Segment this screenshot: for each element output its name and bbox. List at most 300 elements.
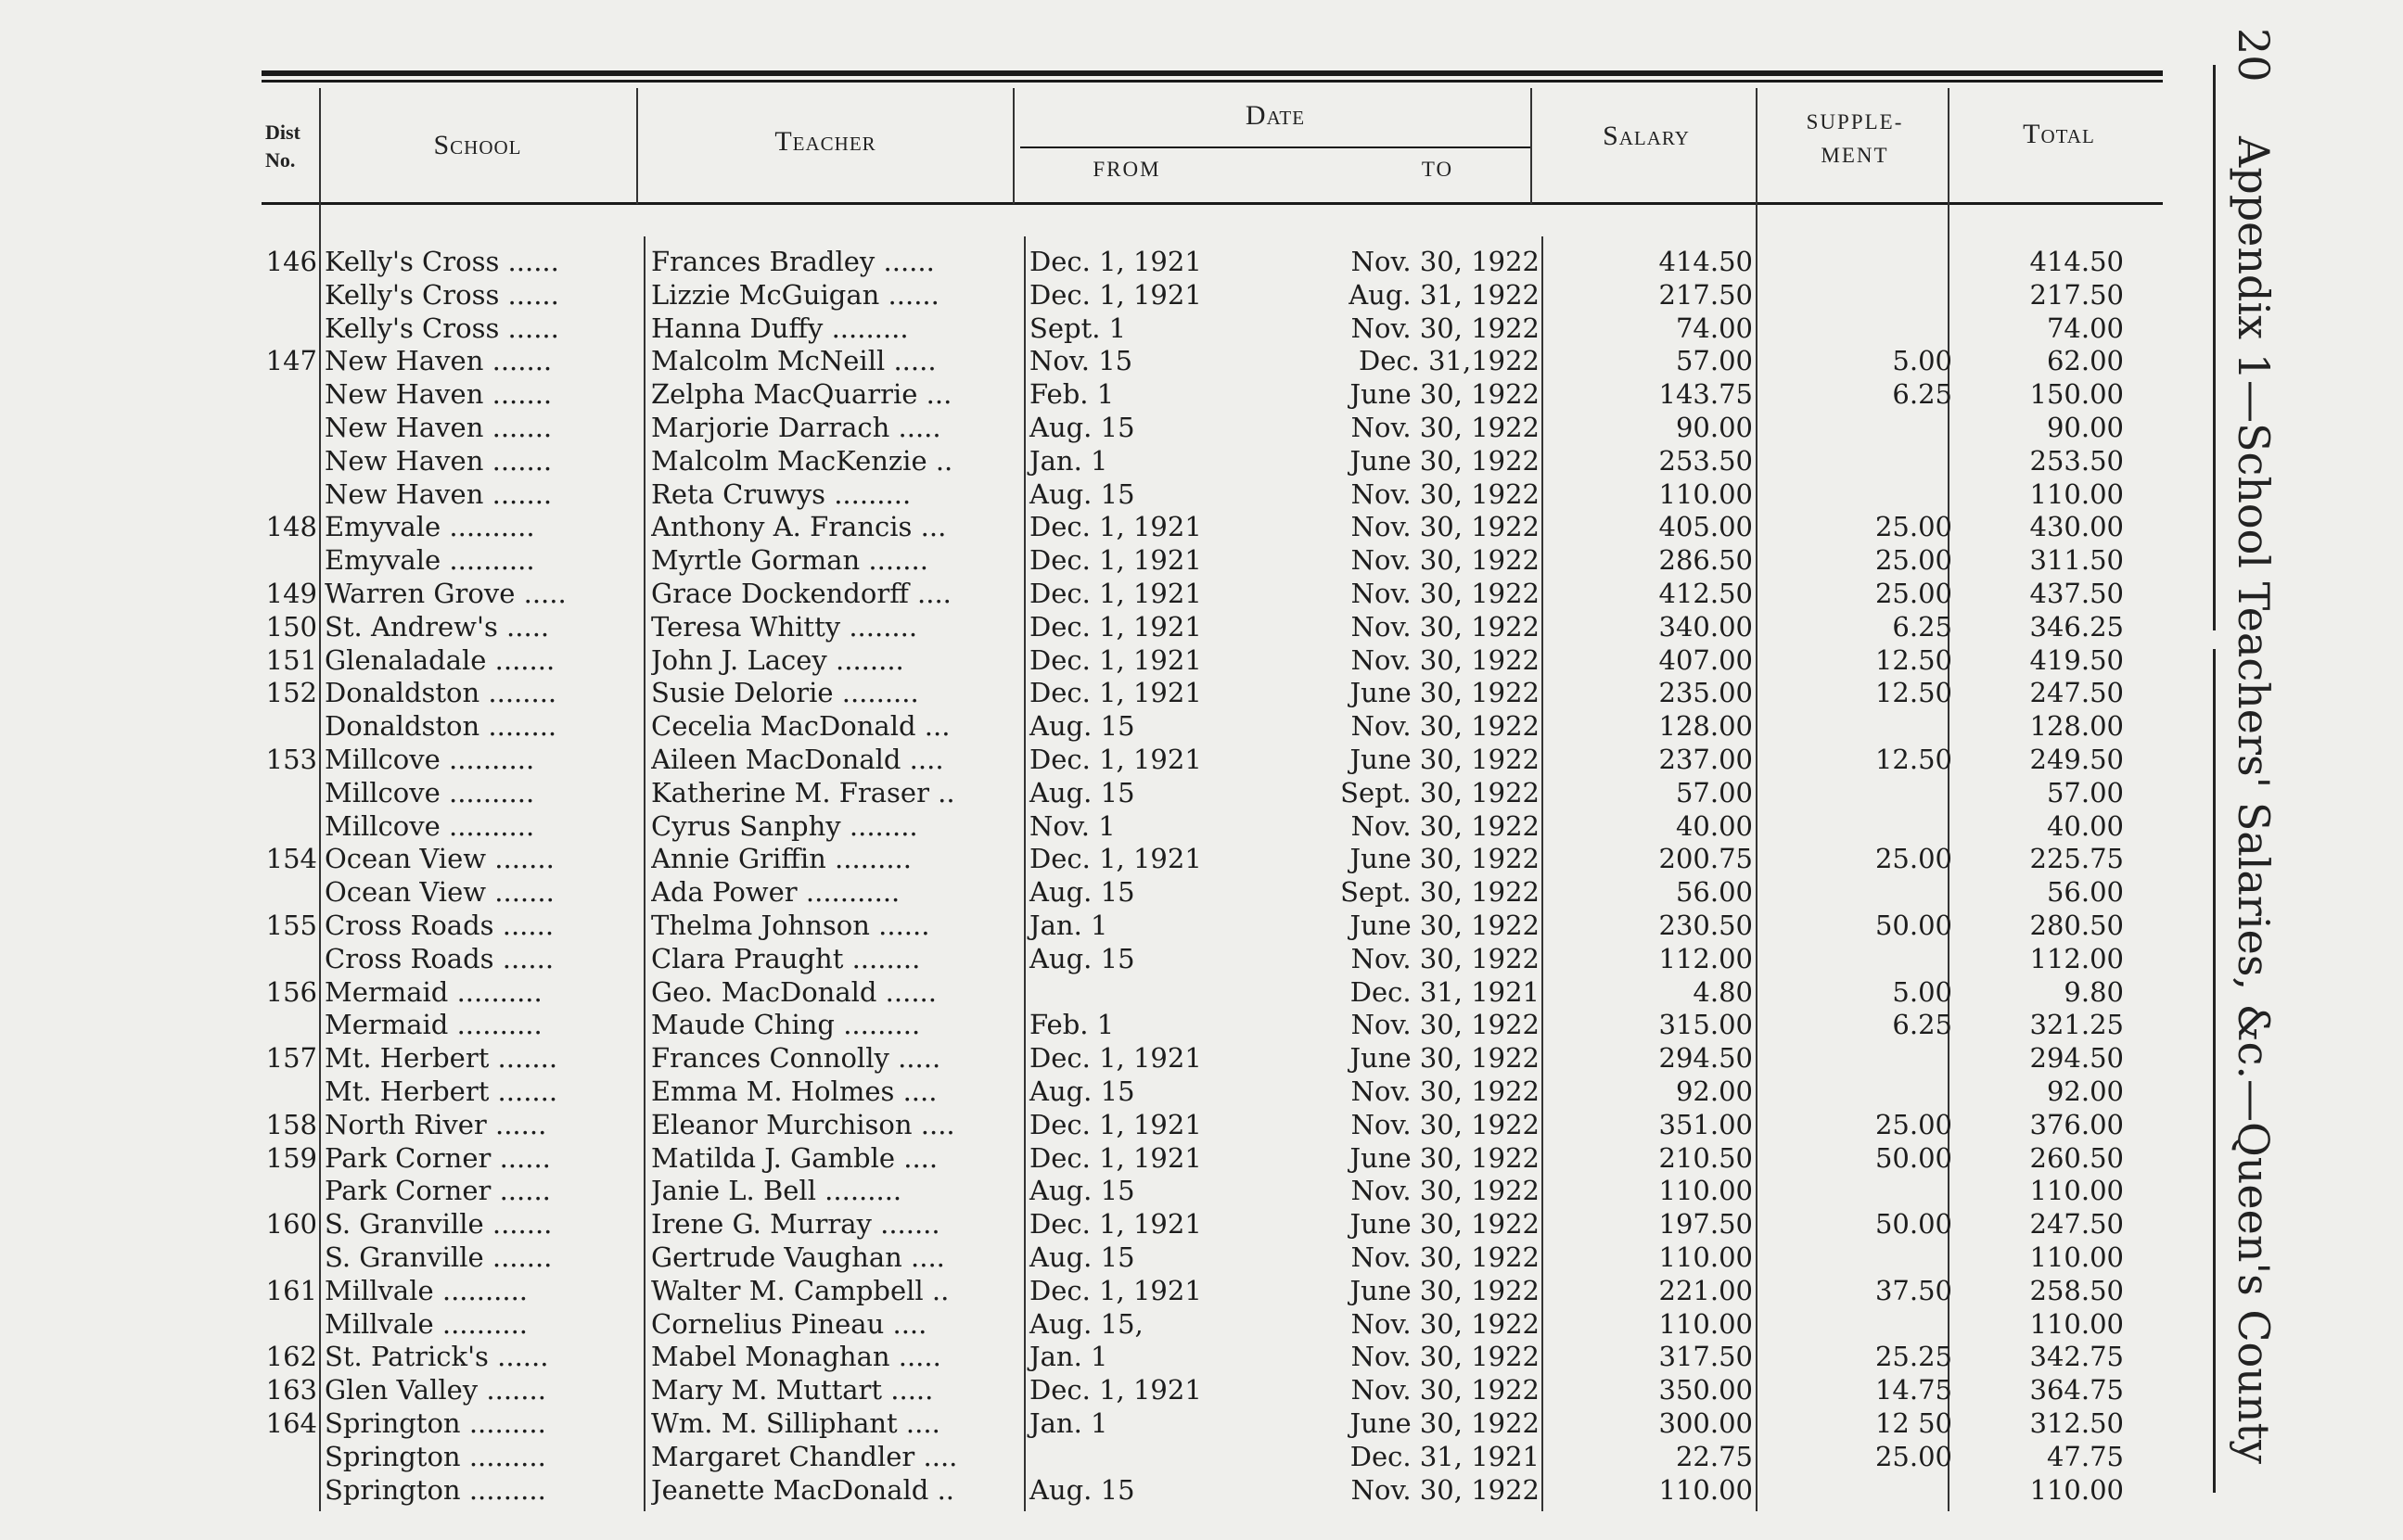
salary-cell: 74.00 xyxy=(1675,312,1753,344)
to-cell: Nov. 30, 1922 xyxy=(1350,578,1540,609)
from-cell: Jan. 1 xyxy=(1029,1341,1108,1372)
teacher-cell: Cornelius Pineau .... xyxy=(651,1308,927,1340)
teacher-cell: Annie Griffin ......... xyxy=(651,843,912,874)
from-cell: Dec. 1, 1921 xyxy=(1029,578,1202,609)
table-row xyxy=(0,278,2403,312)
dist-cell: 153 xyxy=(265,744,317,775)
supp-cell: 25.00 xyxy=(1874,511,1952,542)
salary-cell: 143.75 xyxy=(1658,378,1753,410)
dist-header: Dist No. xyxy=(265,121,300,172)
dist-cell: 157 xyxy=(265,1042,317,1074)
from-cell: Dec. 1, 1921 xyxy=(1029,1042,1202,1074)
school-cell: Donaldston ........ xyxy=(325,710,557,742)
supp-cell: 14.75 xyxy=(1874,1374,1952,1406)
school-cell: Ocean View ....... xyxy=(325,843,555,874)
from-cell: Dec. 1, 1921 xyxy=(1029,1275,1202,1306)
date-subheader-rule xyxy=(1020,146,1530,148)
table-row xyxy=(0,1274,2403,1307)
total-cell: 376.00 xyxy=(2029,1109,2124,1140)
from-cell: Aug. 15 xyxy=(1029,876,1135,908)
salary-cell: 340.00 xyxy=(1658,611,1753,643)
to-cell: June 30, 1922 xyxy=(1349,677,1540,708)
table-row xyxy=(0,543,2403,577)
table-row xyxy=(0,842,2403,875)
dist-cell: 160 xyxy=(265,1208,317,1240)
table-row xyxy=(0,411,2403,444)
school-cell: Glenaladale ....... xyxy=(325,644,556,676)
salary-cell: 286.50 xyxy=(1658,544,1753,576)
total-cell: 57.00 xyxy=(2046,777,2124,808)
total-cell: 56.00 xyxy=(2046,876,2124,908)
table-row xyxy=(0,942,2403,975)
to-cell: Nov. 30, 1922 xyxy=(1350,1374,1540,1406)
dist-cell xyxy=(243,377,317,411)
table-row xyxy=(0,245,2403,278)
supp-cell: 37.50 xyxy=(1874,1275,1952,1306)
dist-cell xyxy=(243,709,317,743)
from-cell: Aug. 15 xyxy=(1029,1241,1135,1273)
dist-cell: 147 xyxy=(265,345,317,376)
school-cell: Kelly's Cross ...... xyxy=(325,279,559,311)
supp-cell: 5.00 xyxy=(1892,976,1952,1008)
from-cell: Sept. 1 xyxy=(1029,312,1127,344)
table-row xyxy=(0,312,2403,345)
table-row xyxy=(0,1307,2403,1341)
teacher-cell: Cyrus Sanphy ........ xyxy=(651,810,918,842)
salary-cell: 230.50 xyxy=(1658,910,1753,941)
supp-cell: 25.00 xyxy=(1874,1109,1952,1140)
salary-cell: 56.00 xyxy=(1675,876,1753,908)
dist-cell: 159 xyxy=(265,1142,317,1174)
from-cell xyxy=(1029,1440,1326,1473)
dist-cell: 163 xyxy=(265,1374,317,1406)
dist-cell xyxy=(243,312,317,345)
from-cell: Dec. 1, 1921 xyxy=(1029,744,1202,775)
salary-cell: 405.00 xyxy=(1658,511,1753,542)
running-title-text: Appendix 1—School Teachers' Salaries, &c.—Queen's County xyxy=(2229,136,2279,1464)
teacher-cell: Gertrude Vaughan .... xyxy=(651,1241,945,1273)
to-cell: Nov. 30, 1922 xyxy=(1350,1241,1540,1273)
total-cell: 47.75 xyxy=(2046,1441,2124,1472)
to-cell: Nov. 30, 1922 xyxy=(1350,810,1540,842)
total-cell: 249.50 xyxy=(2029,744,2124,775)
from-cell: Jan. 1 xyxy=(1029,1407,1108,1439)
to-cell: Aug. 31, 1922 xyxy=(1348,279,1540,311)
supp-cell: 50.00 xyxy=(1874,1142,1952,1174)
header-bottom-rule xyxy=(262,202,2163,205)
top-rule xyxy=(262,70,2163,76)
dist-cell xyxy=(243,477,317,511)
dist-cell: 155 xyxy=(265,910,317,941)
total-cell: 342.75 xyxy=(2029,1341,2124,1372)
table-row xyxy=(0,444,2403,477)
salary-cell: 221.00 xyxy=(1658,1275,1753,1306)
to-cell: Nov. 30, 1922 xyxy=(1350,412,1540,443)
table-row xyxy=(0,975,2403,1009)
total-cell: 9.80 xyxy=(2064,976,2124,1008)
total-cell: 112.00 xyxy=(2029,943,2124,974)
dist-cell: 162 xyxy=(265,1341,317,1372)
from-cell: Aug. 15 xyxy=(1029,1075,1135,1107)
dist-cell: 164 xyxy=(265,1407,317,1439)
col-line-date xyxy=(1530,88,1532,204)
top-rule-thin xyxy=(262,80,2163,83)
dist-cell xyxy=(243,1174,317,1207)
salary-cell: 197.50 xyxy=(1658,1208,1753,1240)
total-cell: 225.75 xyxy=(2029,843,2124,874)
dist-cell: 151 xyxy=(265,644,317,676)
supp-cell xyxy=(1762,942,1952,975)
supp-cell xyxy=(1762,1174,1952,1207)
total-cell: 110.00 xyxy=(2029,1175,2124,1206)
salary-cell: 92.00 xyxy=(1675,1075,1753,1107)
school-cell: North River ...... xyxy=(325,1109,547,1140)
salary-cell: 414.50 xyxy=(1658,246,1753,277)
dist-cell xyxy=(243,875,317,909)
running-title xyxy=(2226,28,2282,1493)
from-cell: Aug. 15 xyxy=(1029,943,1135,974)
salary-cell: 4.80 xyxy=(1693,976,1753,1008)
to-cell: Nov. 30, 1922 xyxy=(1350,246,1540,277)
table-row xyxy=(0,1440,2403,1473)
to-cell: Nov. 30, 1922 xyxy=(1350,1009,1540,1040)
from-cell: Aug. 15 xyxy=(1029,1175,1135,1206)
supp-cell: 25.00 xyxy=(1874,843,1952,874)
school-cell: Millvale .......... xyxy=(325,1275,529,1306)
salary-cell: 315.00 xyxy=(1658,1009,1753,1040)
school-cell: Warren Grove ..... xyxy=(325,578,567,609)
supp-cell: 6.25 xyxy=(1892,378,1952,410)
salary-cell: 112.00 xyxy=(1658,943,1753,974)
from-cell: Dec. 1, 1921 xyxy=(1029,544,1202,576)
salary-cell: 294.50 xyxy=(1658,1042,1753,1074)
teacher-cell: Ada Power ........... xyxy=(651,876,901,908)
total-cell: 312.50 xyxy=(2029,1407,2124,1439)
table-row xyxy=(0,477,2403,511)
total-cell: 110.00 xyxy=(2029,1308,2124,1340)
school-cell: Springton ......... xyxy=(325,1441,546,1472)
side-rule-bottom xyxy=(2213,649,2216,1493)
teacher-cell: Zelpha MacQuarrie ... xyxy=(651,378,952,410)
from-cell: Dec. 1, 1921 xyxy=(1029,644,1202,676)
salary-cell: 350.00 xyxy=(1658,1374,1753,1406)
teacher-cell: Anthony A. Francis ... xyxy=(651,511,947,542)
from-cell: Dec. 1, 1921 xyxy=(1029,1142,1202,1174)
from-cell: Jan. 1 xyxy=(1029,445,1108,477)
total-cell: 253.50 xyxy=(2029,445,2124,477)
to-cell: Sept. 30, 1922 xyxy=(1340,876,1540,908)
table-row xyxy=(0,643,2403,677)
from-cell: Nov. 1 xyxy=(1029,810,1116,842)
dist-cell xyxy=(243,411,317,444)
salary-cell: 200.75 xyxy=(1658,843,1753,874)
from-cell: Nov. 15 xyxy=(1029,345,1133,376)
from-cell: Dec. 1, 1921 xyxy=(1029,1374,1202,1406)
dist-cell: 150 xyxy=(265,611,317,643)
school-cell: New Haven ....... xyxy=(325,445,553,477)
total-cell: 321.25 xyxy=(2029,1009,2124,1040)
teacher-cell: Matilda J. Gamble .... xyxy=(651,1142,939,1174)
dist-cell: 149 xyxy=(265,578,317,609)
total-cell: 128.00 xyxy=(2029,710,2124,742)
to-cell: Nov. 30, 1922 xyxy=(1350,1109,1540,1140)
teacher-cell: Reta Cruwys ......... xyxy=(651,478,912,510)
total-cell: 247.50 xyxy=(2029,677,2124,708)
school-cell: Cross Roads ...... xyxy=(325,943,555,974)
to-cell: Nov. 30, 1922 xyxy=(1350,611,1540,643)
from-cell: Dec. 1, 1921 xyxy=(1029,611,1202,643)
from-cell: Dec. 1, 1921 xyxy=(1029,246,1202,277)
salary-cell: 351.00 xyxy=(1658,1109,1753,1140)
from-cell: Dec. 1, 1921 xyxy=(1029,1109,1202,1140)
dist-cell: 154 xyxy=(265,843,317,874)
teacher-cell: Mary M. Muttart ..... xyxy=(651,1374,934,1406)
salary-cell: 90.00 xyxy=(1675,412,1753,443)
table-row xyxy=(0,344,2403,377)
total-cell: 364.75 xyxy=(2029,1374,2124,1406)
table-row xyxy=(0,776,2403,809)
supp-cell xyxy=(1762,278,1952,312)
supp-cell xyxy=(1762,444,1952,477)
dist-cell xyxy=(243,1440,317,1473)
supp-cell xyxy=(1762,809,1952,843)
page-number: 20 xyxy=(2229,28,2279,83)
total-cell: 62.00 xyxy=(2046,345,2124,376)
salary-cell: 128.00 xyxy=(1658,710,1753,742)
total-cell: 90.00 xyxy=(2046,412,2124,443)
table-row xyxy=(0,1041,2403,1075)
supp-cell xyxy=(1762,1241,1952,1274)
from-cell xyxy=(1029,975,1326,1009)
teacher-cell: Jeanette MacDonald .. xyxy=(651,1474,955,1506)
teacher-cell: Susie Delorie ......... xyxy=(651,677,919,708)
total-cell: 258.50 xyxy=(2029,1275,2124,1306)
to-cell: June 30, 1922 xyxy=(1349,1208,1540,1240)
to-cell: Nov. 30, 1922 xyxy=(1350,478,1540,510)
table-row xyxy=(0,610,2403,643)
salary-cell: 110.00 xyxy=(1658,1175,1753,1206)
table-row xyxy=(0,1174,2403,1207)
total-cell: 430.00 xyxy=(2029,511,2124,542)
school-cell: Mt. Herbert ....... xyxy=(325,1075,558,1107)
teacher-cell: Grace Dockendorff .... xyxy=(651,578,952,609)
teacher-cell: Geo. MacDonald ...... xyxy=(651,976,937,1008)
salary-cell: 40.00 xyxy=(1675,810,1753,842)
school-cell: Millvale .......... xyxy=(325,1308,529,1340)
table-row xyxy=(0,709,2403,743)
to-cell: Nov. 30, 1922 xyxy=(1350,1341,1540,1372)
school-cell: New Haven ....... xyxy=(325,412,553,443)
school-cell: S. Granville ....... xyxy=(325,1241,553,1273)
school-cell: New Haven ....... xyxy=(325,345,553,376)
dist-cell xyxy=(243,1307,317,1341)
dist-cell xyxy=(243,1008,317,1041)
salary-cell: 110.00 xyxy=(1658,1474,1753,1506)
school-cell: Springton ......... xyxy=(325,1474,546,1506)
table-row xyxy=(0,377,2403,411)
salary-cell: 210.50 xyxy=(1658,1142,1753,1174)
school-cell: Donaldston ........ xyxy=(325,677,557,708)
total-cell: 150.00 xyxy=(2029,378,2124,410)
to-cell: June 30, 1922 xyxy=(1349,1142,1540,1174)
total-cell: 437.50 xyxy=(2029,578,2124,609)
table-row xyxy=(0,875,2403,909)
teacher-cell: Katherine M. Fraser .. xyxy=(651,777,955,808)
teacher-cell: Clara Praught ........ xyxy=(651,943,921,974)
date-to-header: TO xyxy=(1421,158,1454,181)
school-cell: Emyvale .......... xyxy=(325,511,535,542)
to-cell: Nov. 30, 1922 xyxy=(1350,1308,1540,1340)
to-cell: Nov. 30, 1922 xyxy=(1350,312,1540,344)
to-cell: Nov. 30, 1922 xyxy=(1350,1075,1540,1107)
table-row xyxy=(0,1406,2403,1440)
supp-cell: 12.50 xyxy=(1874,644,1952,676)
date-from-header: FROM xyxy=(1093,158,1161,181)
table-row xyxy=(0,1340,2403,1373)
to-cell: June 30, 1922 xyxy=(1349,910,1540,941)
teacher-cell: Irene G. Murray ....... xyxy=(651,1208,940,1240)
dist-cell xyxy=(243,278,317,312)
salary-cell: 253.50 xyxy=(1658,445,1753,477)
school-cell: Glen Valley ....... xyxy=(325,1374,546,1406)
teacher-cell: Myrtle Gorman ....... xyxy=(651,544,928,576)
dist-cell: 148 xyxy=(265,511,317,542)
school-cell: S. Granville ....... xyxy=(325,1208,553,1240)
dist-cell xyxy=(243,1075,317,1108)
teacher-cell: Janie L. Bell ......... xyxy=(651,1175,902,1206)
school-cell: Park Corner ...... xyxy=(325,1175,551,1206)
supp-cell xyxy=(1762,1473,1952,1507)
supp-cell: 25.00 xyxy=(1874,544,1952,576)
col-line-teacher xyxy=(1013,88,1015,204)
table-row xyxy=(0,1141,2403,1175)
salary-cell: 317.50 xyxy=(1658,1341,1753,1372)
school-cell: New Haven ....... xyxy=(325,378,553,410)
supplement-header: SUPPLE- MENT xyxy=(1806,110,1904,167)
school-cell: Ocean View ....... xyxy=(325,876,555,908)
school-cell: Cross Roads ...... xyxy=(325,910,555,941)
supp-cell xyxy=(1762,411,1952,444)
from-cell: Dec. 1, 1921 xyxy=(1029,279,1202,311)
salary-cell: 110.00 xyxy=(1658,478,1753,510)
teacher-cell: Emma M. Holmes .... xyxy=(651,1075,938,1107)
school-cell: Mermaid .......... xyxy=(325,976,543,1008)
school-cell: Emyvale .......... xyxy=(325,544,535,576)
supp-cell: 25.25 xyxy=(1874,1341,1952,1372)
salary-cell: 300.00 xyxy=(1658,1407,1753,1439)
teacher-cell: Teresa Whitty ........ xyxy=(651,611,918,643)
dist-cell: 146 xyxy=(265,246,317,277)
total-cell: 247.50 xyxy=(2029,1208,2124,1240)
supp-cell xyxy=(1762,312,1952,345)
supp-cell: 5.00 xyxy=(1892,345,1952,376)
supp-cell: 25.00 xyxy=(1874,578,1952,609)
dist-cell: 152 xyxy=(265,677,317,708)
teacher-cell: Malcolm McNeill ..... xyxy=(651,345,937,376)
to-cell: Nov. 30, 1922 xyxy=(1350,511,1540,542)
to-cell: Nov. 30, 1922 xyxy=(1350,1474,1540,1506)
teacher-cell: Thelma Johnson ...... xyxy=(651,910,930,941)
total-cell: 294.50 xyxy=(2029,1042,2124,1074)
to-cell: Nov. 30, 1922 xyxy=(1350,943,1540,974)
total-cell: 311.50 xyxy=(2029,544,2124,576)
salary-header: Salary xyxy=(1603,121,1690,151)
table-row xyxy=(0,676,2403,709)
school-cell: Kelly's Cross ...... xyxy=(325,246,559,277)
from-cell: Dec. 1, 1921 xyxy=(1029,1208,1202,1240)
total-cell: 260.50 xyxy=(2029,1142,2124,1174)
from-cell: Aug. 15 xyxy=(1029,478,1135,510)
to-cell: Nov. 30, 1922 xyxy=(1350,1175,1540,1206)
salary-cell: 217.50 xyxy=(1658,279,1753,311)
salary-cell: 407.00 xyxy=(1658,644,1753,676)
supp-cell: 12 50 xyxy=(1874,1407,1952,1439)
table-row xyxy=(0,1473,2403,1507)
from-cell: Dec. 1, 1921 xyxy=(1029,677,1202,708)
school-cell: Kelly's Cross ...... xyxy=(325,312,559,344)
teacher-cell: John J. Lacey ........ xyxy=(651,644,904,676)
teacher-header: Teacher xyxy=(774,126,876,157)
dist-cell xyxy=(243,543,317,577)
teacher-cell: Marjorie Darrach ..... xyxy=(651,412,941,443)
from-cell: Aug. 15 xyxy=(1029,1474,1135,1506)
dist-cell xyxy=(243,444,317,477)
teacher-cell: Walter M. Campbell .. xyxy=(651,1275,950,1306)
from-cell: Aug. 15, xyxy=(1029,1308,1144,1340)
supp-cell: 12.50 xyxy=(1874,744,1952,775)
table-row xyxy=(0,909,2403,942)
teacher-cell: Maude Ching ......... xyxy=(651,1009,921,1040)
to-cell: June 30, 1922 xyxy=(1349,1042,1540,1074)
to-cell: Dec. 31,1922 xyxy=(1358,345,1540,376)
table-row xyxy=(0,1075,2403,1108)
total-cell: 110.00 xyxy=(2029,478,2124,510)
dist-cell xyxy=(243,1473,317,1507)
to-cell: Dec. 31, 1921 xyxy=(1349,976,1540,1008)
supp-cell: 6.25 xyxy=(1892,611,1952,643)
table-row xyxy=(0,1008,2403,1041)
teacher-cell: Margaret Chandler .... xyxy=(651,1441,958,1472)
table-row xyxy=(0,1207,2403,1241)
total-cell: 110.00 xyxy=(2029,1241,2124,1273)
supp-cell xyxy=(1762,776,1952,809)
to-cell: June 30, 1922 xyxy=(1349,1275,1540,1306)
total-cell: 40.00 xyxy=(2046,810,2124,842)
teacher-cell: Wm. M. Silliphant .... xyxy=(651,1407,940,1439)
to-cell: Nov. 30, 1922 xyxy=(1350,710,1540,742)
from-cell: Feb. 1 xyxy=(1029,1009,1115,1040)
dist-cell xyxy=(243,942,317,975)
teacher-cell: Lizzie McGuigan ...... xyxy=(651,279,939,311)
teacher-cell: Eleanor Murchison .... xyxy=(651,1109,955,1140)
supp-cell xyxy=(1762,1075,1952,1108)
table-row xyxy=(0,809,2403,843)
dist-cell: 161 xyxy=(265,1275,317,1306)
supp-cell: 50.00 xyxy=(1874,910,1952,941)
supp-cell xyxy=(1762,1041,1952,1075)
teacher-cell: Hanna Duffy ......... xyxy=(651,312,909,344)
total-header: Total xyxy=(2023,119,2095,149)
school-cell: New Haven ....... xyxy=(325,478,553,510)
school-cell: Mermaid .......... xyxy=(325,1009,543,1040)
total-cell: 414.50 xyxy=(2029,246,2124,277)
school-cell: Millcove .......... xyxy=(325,744,535,775)
teacher-cell: Frances Bradley ...... xyxy=(651,246,935,277)
school-cell: St. Patrick's ...... xyxy=(325,1341,549,1372)
to-cell: Nov. 30, 1922 xyxy=(1350,644,1540,676)
to-cell: June 30, 1922 xyxy=(1349,445,1540,477)
side-rule-top xyxy=(2213,65,2216,630)
